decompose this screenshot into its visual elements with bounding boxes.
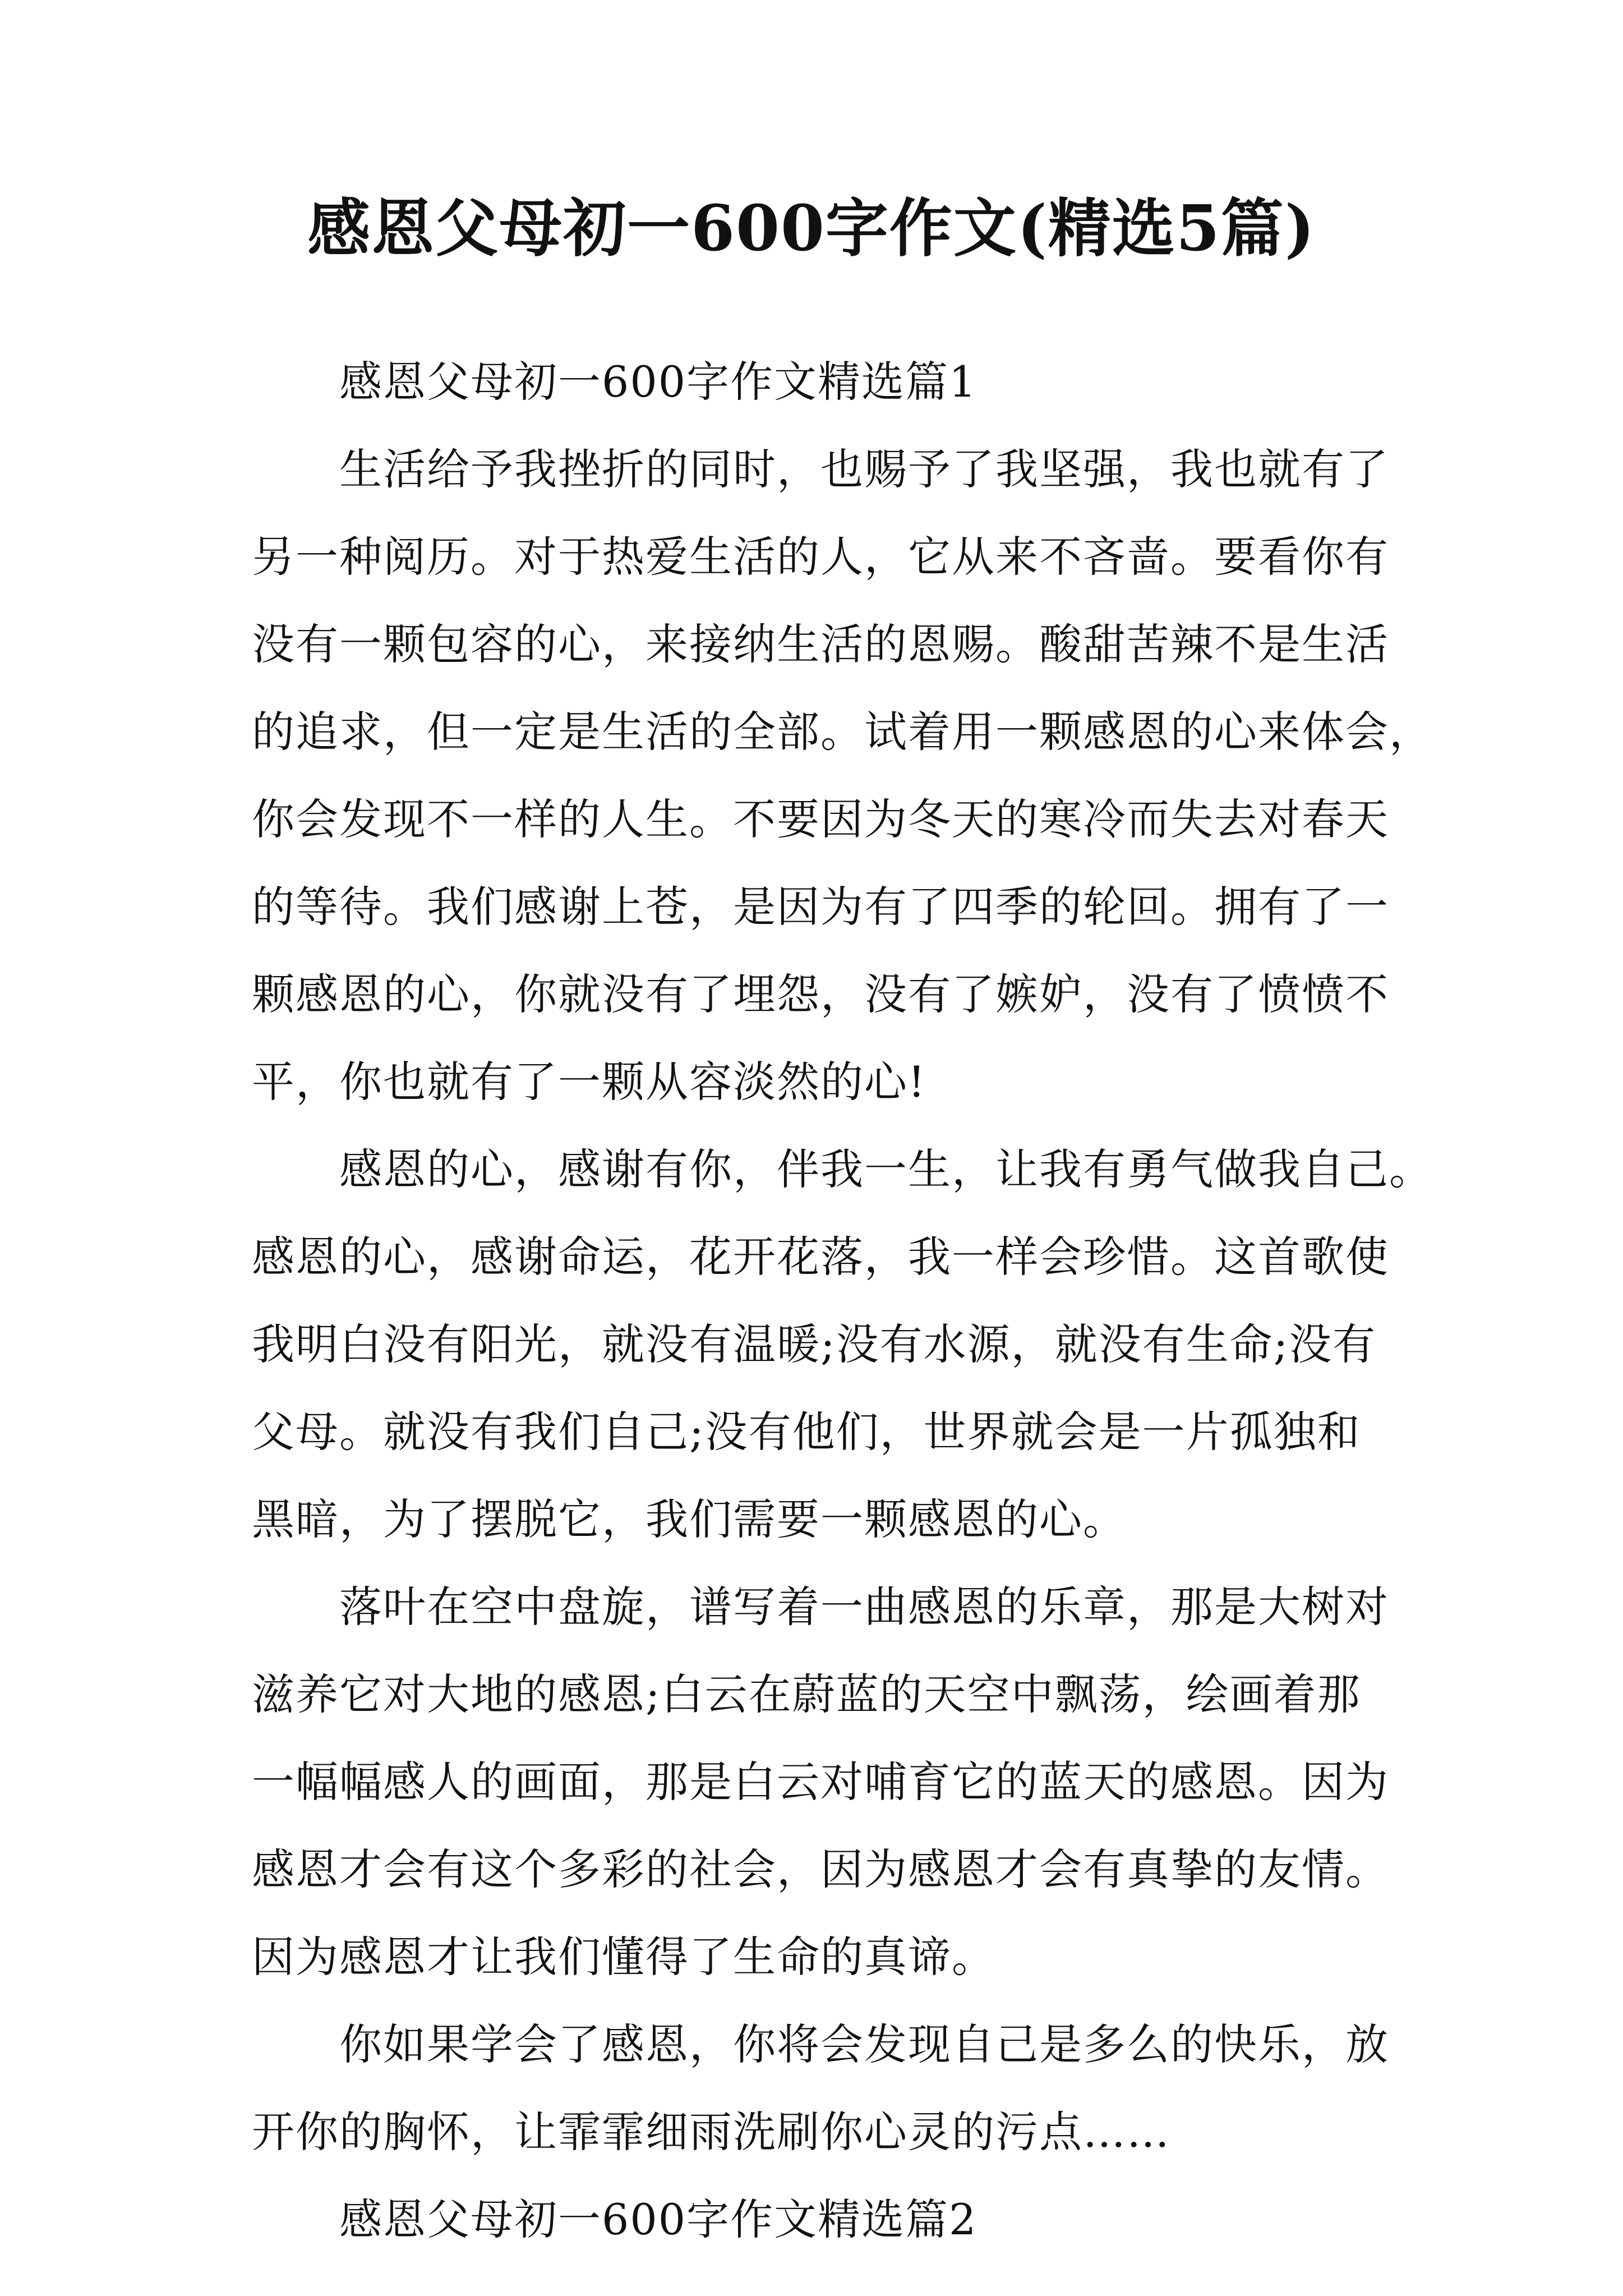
- text-line: 落叶在空中盘旋，谱写着一曲感恩的乐章，那是大树对: [339, 1582, 1389, 1632]
- text-line: 你如果学会了感恩，你将会发现自己是多么的快乐，放: [339, 2019, 1389, 2069]
- text-line: 开你的胸怀，让霏霏细雨洗刷你心灵的污点……: [252, 2107, 1170, 2157]
- text-line: 感恩的心，感谢命运，花开花落，我一样会珍惜。这首歌使: [252, 1232, 1389, 1282]
- document-body: [252, 338, 1433, 2263]
- text-line: 感恩才会有这个多彩的社会，因为感恩才会有真挚的友情。: [252, 1844, 1389, 1894]
- section-heading-2: 感恩父母初一600字作文精选篇2: [339, 2194, 978, 2244]
- text-line: 另一种阅历。对于热爱生活的人，它从来不吝啬。要看你有: [252, 532, 1389, 582]
- text-line: 生活给予我挫折的同时，也赐予了我坚强，我也就有了: [339, 444, 1389, 494]
- section-heading-1: 感恩父母初一600字作文精选篇1: [339, 357, 978, 407]
- text-line: 感恩的心，感谢有你，伴我一生，让我有勇气做我自己。: [339, 1144, 1433, 1194]
- text-line: 的等待。我们感谢上苍，是因为有了四季的轮回。拥有了一: [252, 882, 1389, 932]
- text-line: 父母。就没有我们自己;没有他们，世界就会是一片孤独和: [252, 1407, 1361, 1457]
- text-line: 滋养它对大地的感恩;白云在蔚蓝的天空中飘荡，绘画着那: [252, 1669, 1361, 1719]
- text-line: 黑暗，为了摆脱它，我们需要一颗感恩的心。: [252, 1494, 1127, 1544]
- text-line: 的追求，但一定是生活的全部。试着用一颗感恩的心来体会，: [252, 707, 1433, 757]
- text-line: 我明白没有阳光，就没有温暖;没有水源，就没有生命;没有: [252, 1319, 1377, 1369]
- text-line: 没有一颗包容的心，来接纳生活的恩赐。酸甜苦辣不是生活: [252, 619, 1389, 669]
- text-line: 平，你也就有了一颗从容淡然的心!: [252, 1057, 926, 1107]
- text-line: 颗感恩的心，你就没有了埋怨，没有了嫉妒，没有了愤愤不: [252, 969, 1389, 1019]
- text-line: 你会发现不一样的人生。不要因为冬天的寒冷而失去对春天: [252, 794, 1389, 844]
- document-title: 感恩父母初一600字作文(精选5篇): [307, 192, 1316, 265]
- text-line: 一幅幅感人的画面，那是白云对哺育它的蓝天的感恩。因为: [252, 1757, 1389, 1807]
- text-line: 因为感恩才让我们懂得了生命的真谛。: [252, 1932, 995, 1982]
